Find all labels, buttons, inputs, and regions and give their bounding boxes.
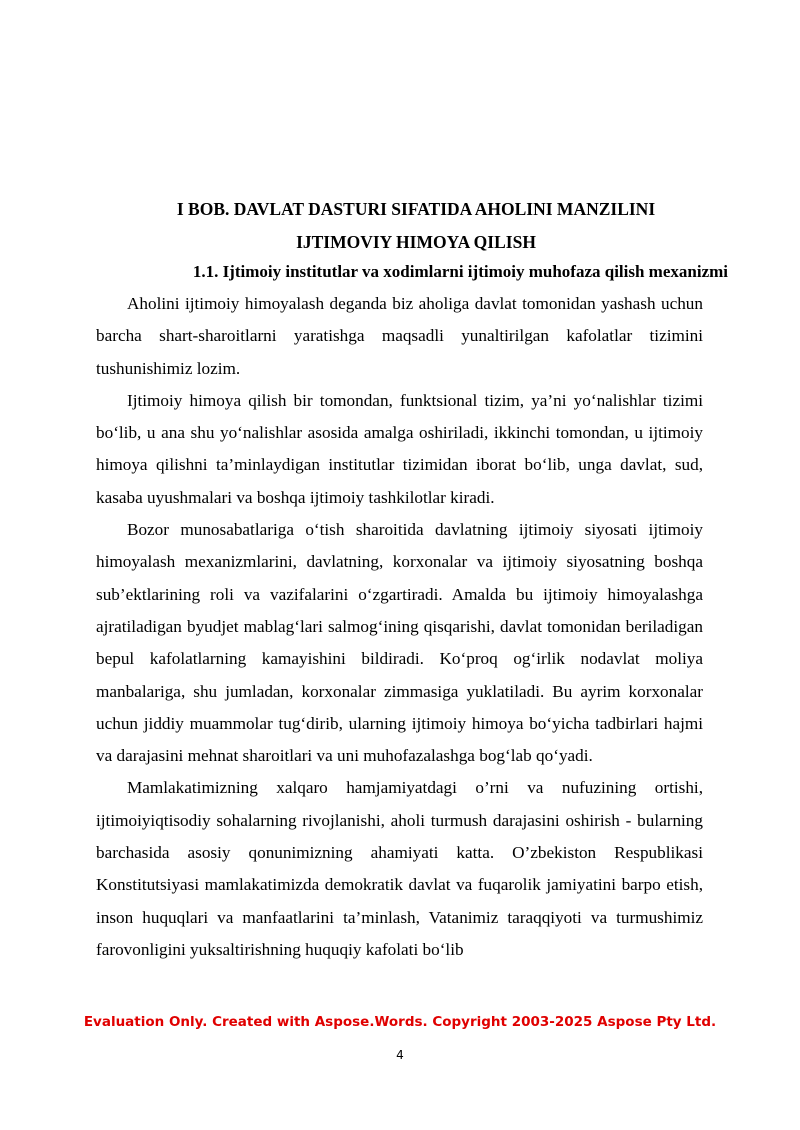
section-title: 1.1. Ijtimoiy institutlar va xodimlarni ijtimoiy muhofaza qilish mexanizmi [192,262,728,281]
page-number: 4 [396,1048,404,1062]
paragraph: Bozor munosabatlariga o‘tish sharoitida davlatning ijtimoiy siyosati ijtimoiy himoyalash mexanizmlarini, davlatning, korxonalar va ijtimoiy siyosatning boshqa sub’ektlarining roli va vazifalarini o‘zgartiradi. Amalda bu ijtimoiy himoyalashga ajratiladigan byudjet mablag‘lari salmog‘ining qisqarishi, davlat tomonidan beriladigan bepul kafolatlarning kamayishini bildiradi. Ko‘proq og‘irlik nodavlat moliya manbalariga, shu jumladan, korxonalar zimmasiga yuklatiladi. Bu ayrim korxonalar uchun jiddiy muammolar tug‘dirib, ularning ijtimoiy himoya bo‘yicha tadbirlari hajmi va darajasini mehnat sharoitlari va uni muhofazalashga bog‘lab qo‘yadi. [96,520,703,766]
body-text [96,288,703,966]
chapter-title-line-2: IJTIMOVIY HIMOYA QILISH [296,232,536,252]
paragraph: Ijtimoiy himoya qilish bir tomondan, funktsional tizim, ya’ni yo‘nalishlar tizimi bo‘lib, u ana shu yo‘nalishlar asosida amalga oshiriladi, ikkinchi tomondan, u ijtimoiy himoya qilishni ta’minlaydigan institutlar tizimidan iborat bo‘lib, unga davlat, sud, kasaba uyushmalari va boshqa ijtimoiy tashkilotlar kiradi. [96,390,703,507]
chapter-title [96,193,736,259]
chapter-title-line-1: I BOB. DAVLAT DASTURI SIFATIDA AHOLINI MANZILINI [176,199,656,219]
evaluation-watermark: Evaluation Only. Created with Aspose.Words. Copyright 2003-2025 Aspose Pty Ltd. [83,1014,717,1030]
paragraph: Mamlakatimizning xalqaro hamjamiyatdagi o’rni va nufuzining ortishi, ijtimoiyiqtisodiy sohalarning rivojlanishi, aholi turmush darajasini oshirish - bularning barchasida asosiy qonunimizning ahamiyati katta. O’zbekiston Respublikasi Konstitutsiyasi mamlakatimizda demokratik davlat va fuqarolik jamiyatini barpo etish, inson huquqlari va manfaatlarini ta’minlash, Vatanimiz taraqqiyoti va turmushimiz farovonligini yuksaltirishning huquqiy kafolati bo‘lib [96,778,703,959]
paragraph: Aholini ijtimoiy himoyalash deganda biz aholiga davlat tomonidan yashash uchun barcha shart-sharoitlarni yaratishga maqsadli yunaltirilgan kafolatlar tizimini tushunishimiz lozim. [96,294,703,378]
